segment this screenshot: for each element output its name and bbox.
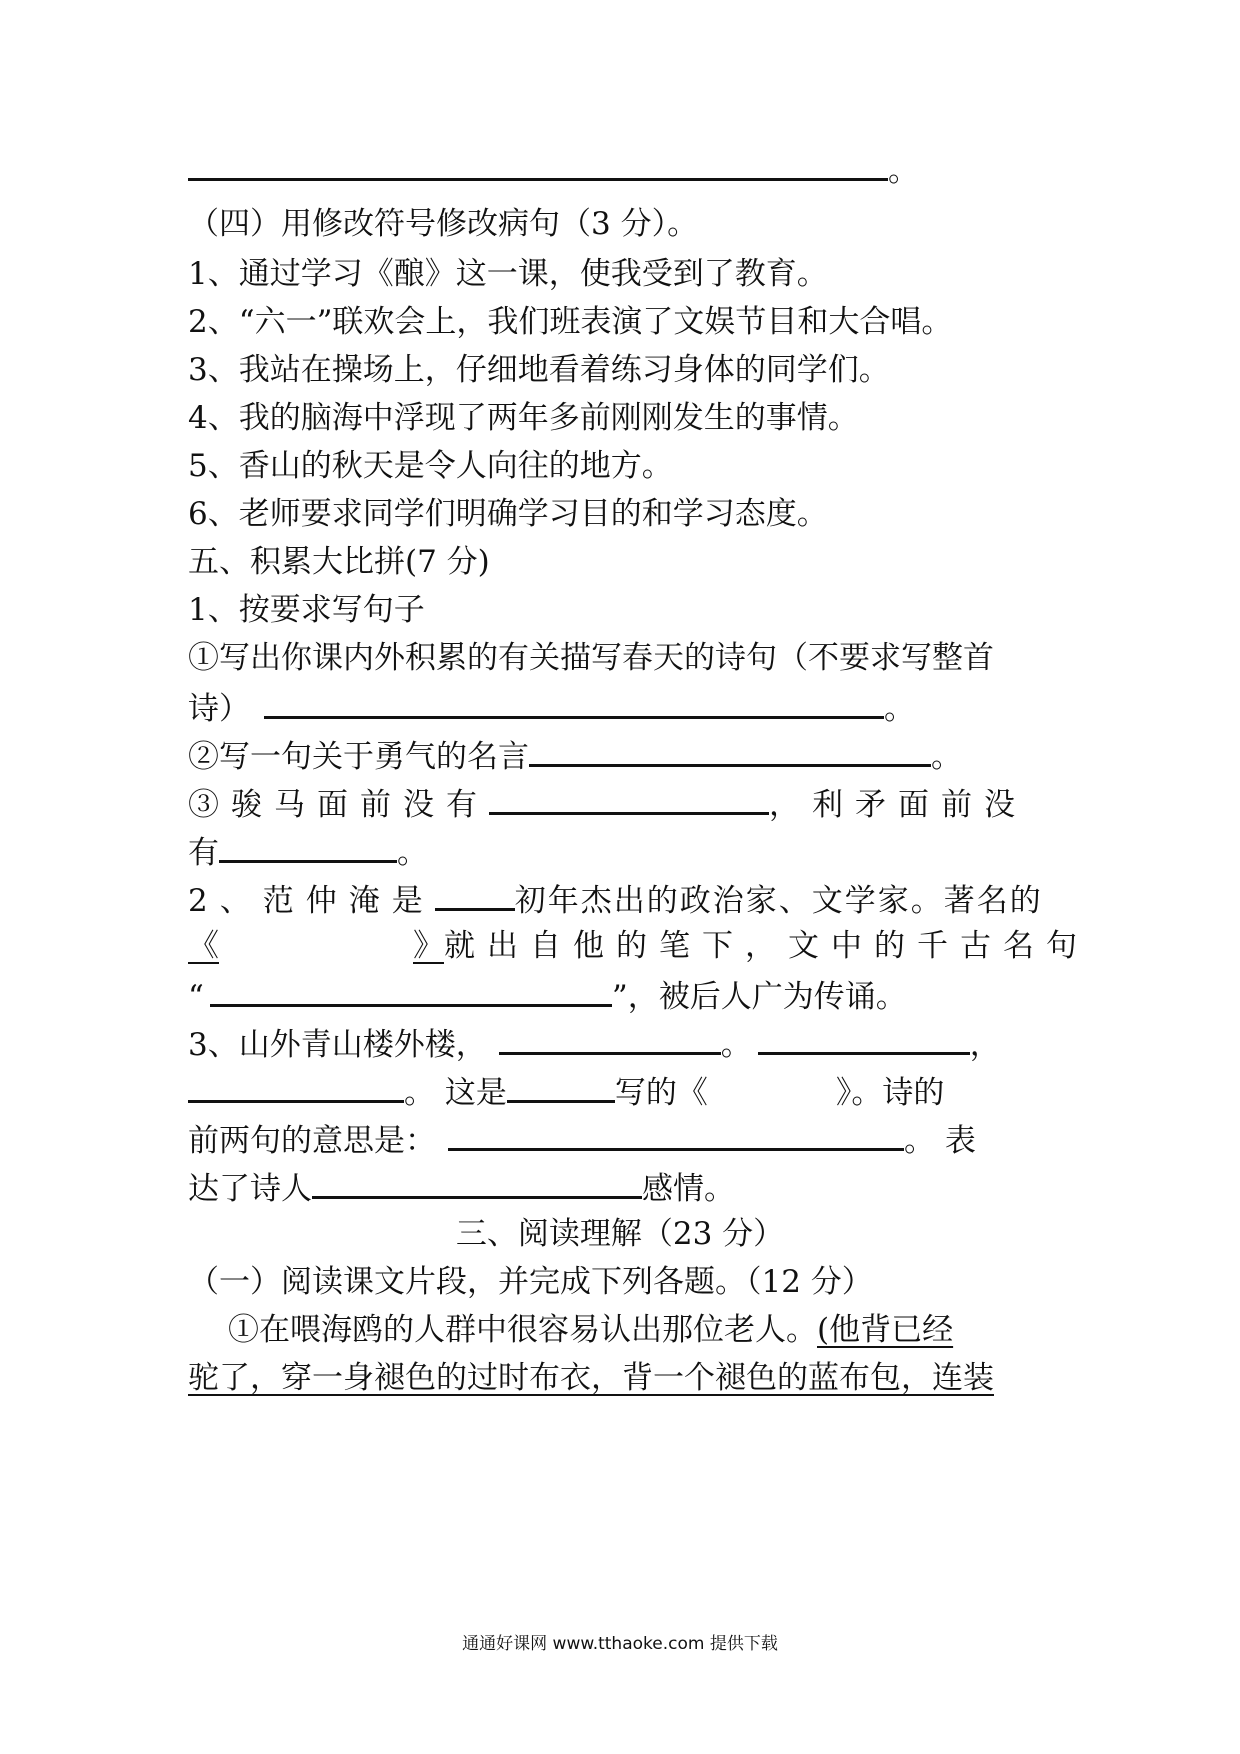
reading-sub1: （一）阅读课文片段，并完成下列各题。（12 分） <box>188 1264 873 1300</box>
answer-blank[interactable] <box>489 782 769 815</box>
sentence-item: 5、香山的秋天是令人向往的地方。 <box>188 448 673 484</box>
answer-blank[interactable] <box>188 148 888 181</box>
answer-blank[interactable] <box>435 878 515 911</box>
answer-blank[interactable] <box>188 1070 404 1103</box>
q3-row1: 3、山外青山楼外楼， 。 ， <box>188 1022 1001 1065</box>
answer-blank[interactable] <box>507 1070 615 1103</box>
reading-para2: 驼了，穿一身褪色的过时布衣，背一个褪色的蓝布包，连装 <box>188 1360 994 1396</box>
sentence-item: 2、“六一”联欢会上，我们班表演了文娱节目和大合唱。 <box>188 304 953 340</box>
section3-heading: 三、阅读理解（23 分） <box>455 1216 785 1252</box>
q1c-row: ③骏马面前没有 ，利矛面前没 <box>188 782 1027 825</box>
q1-title: 1、按要求写句子 <box>188 592 425 628</box>
answer-blank[interactable] <box>448 1118 904 1151</box>
q3-row2: 。 这是 写的《 》。诗的 <box>188 1070 944 1113</box>
answer-blank[interactable] <box>758 1022 970 1055</box>
sentence-item: 6、老师要求同学们明确学习目的和学习态度。 <box>188 496 828 532</box>
section5-heading: 五、积累大比拼(7 分) <box>188 544 490 580</box>
q2-row1: 2、范仲淹是 初年杰出的政治家、文学家。著名的 <box>188 878 1043 921</box>
q2-row3: “ ”，被后人广为传诵。 <box>188 974 907 1017</box>
reading-para1: ①在喂海鸥的人群中很容易认出那位老人。(他背已经 <box>228 1312 954 1348</box>
answer-blank[interactable] <box>264 686 884 719</box>
footer-source: 通通好课网 www.tthaoke.com 提供下载 <box>462 1634 778 1654</box>
book-title-blank[interactable]: 《 》 <box>188 928 444 964</box>
q3-row3: 前两句的意思是： 。 表 <box>188 1118 976 1161</box>
q2-row2: 《 》就出自他的笔下，文中的千古名句 <box>188 928 1089 964</box>
q1b-row: ②写一句关于勇气的名言 。 <box>188 734 962 777</box>
answer-blank[interactable] <box>312 1166 642 1199</box>
answer-line-top: 。 <box>188 148 919 191</box>
answer-blank[interactable] <box>529 734 931 767</box>
q1a-answer-row: 诗） 。 <box>188 686 915 729</box>
answer-blank[interactable] <box>219 830 397 863</box>
answer-blank[interactable] <box>499 1022 721 1055</box>
sentence-item: 1、通过学习《酿》这一课，使我受到了教育。 <box>188 256 828 292</box>
q1a-prompt: ①写出你课内外积累的有关描写春天的诗句（不要求写整首 <box>188 640 994 676</box>
section4-heading: （四）用修改符号修改病句（3 分）。 <box>188 206 699 242</box>
sentence-item: 3、我站在操场上，仔细地看着练习身体的同学们。 <box>188 352 890 388</box>
sentence-item: 4、我的脑海中浮现了两年多前刚刚发生的事情。 <box>188 400 859 436</box>
q1c-row2: 有 。 <box>188 830 428 873</box>
q3-row4: 达了诗人 感情。 <box>188 1166 735 1209</box>
answer-blank[interactable] <box>210 974 612 1007</box>
